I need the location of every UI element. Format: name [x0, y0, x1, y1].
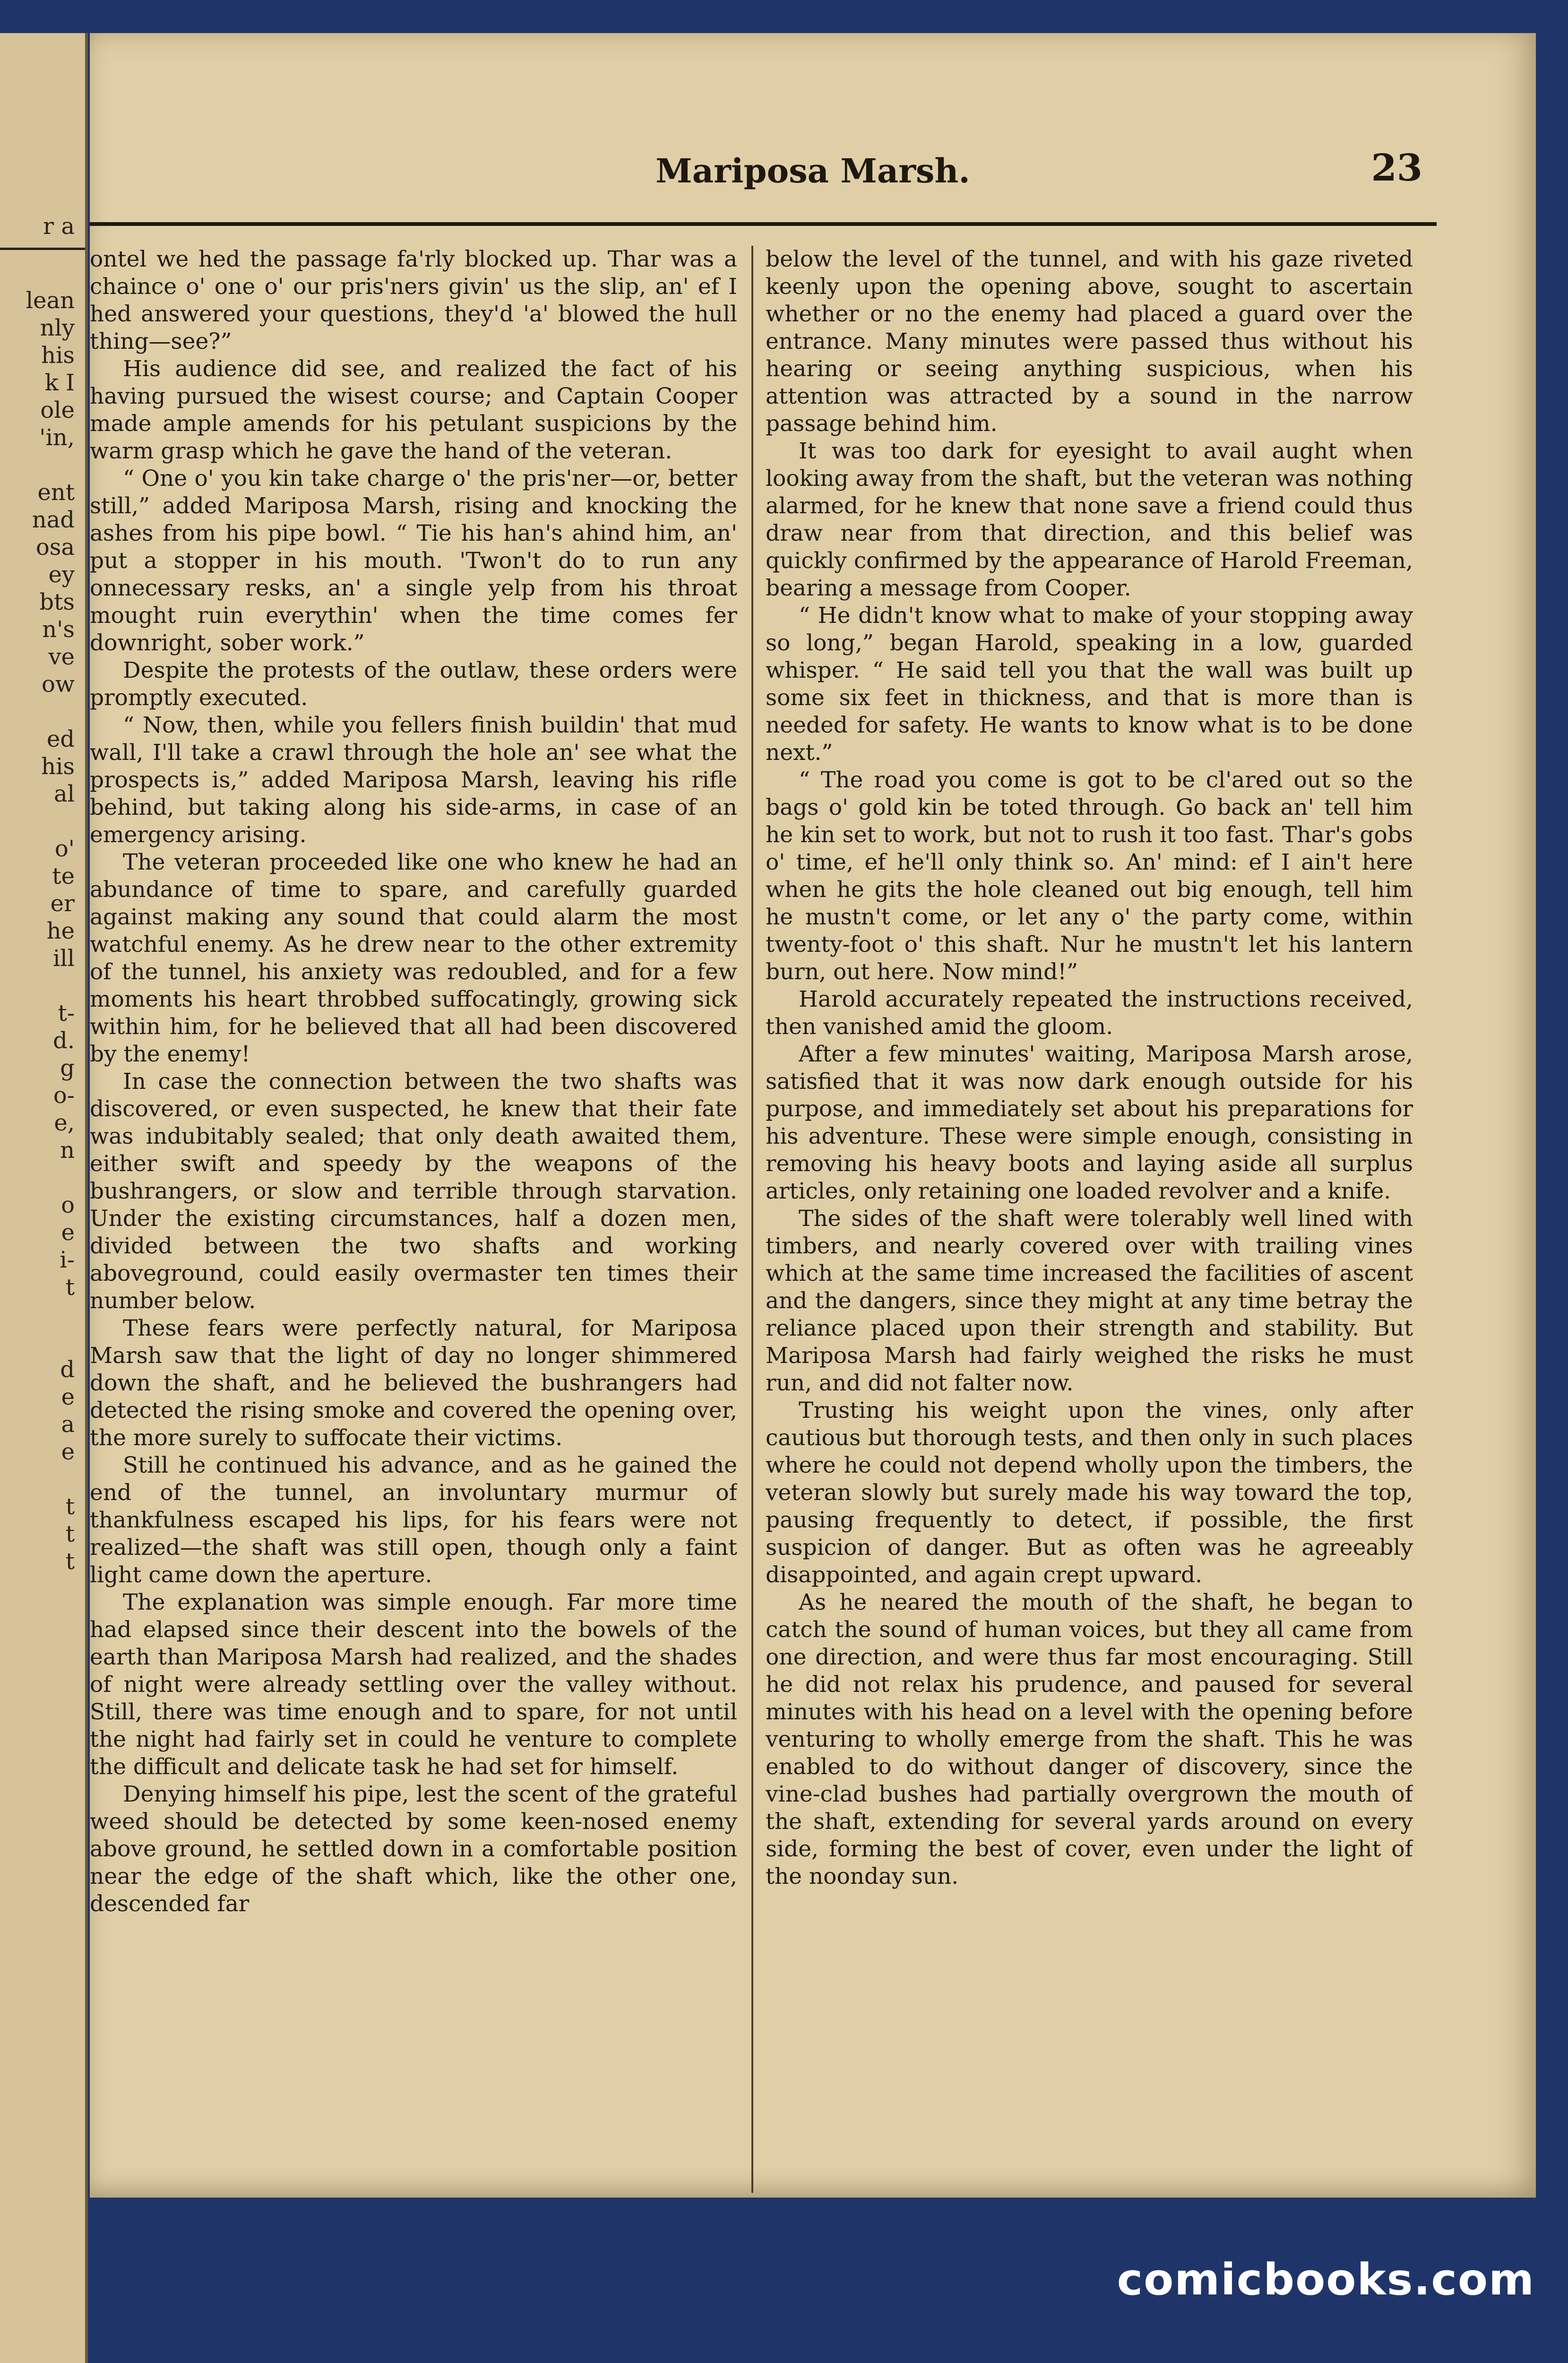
page-number: 23	[1371, 147, 1422, 190]
fragment-line	[0, 259, 85, 287]
fragment-line: osa	[35, 534, 75, 561]
fragment-line: d.	[53, 1027, 75, 1054]
watermark: comicbooks.com	[1117, 2254, 1535, 2305]
paragraph: below the level of the tunnel, and with his gaze riveted keenly upon the opening above, sought to ascertain whether or no the enemy had placed a guard over the entrance. Many minutes were passed thus without his hearing or seeing anything suspicious, when his attention was attracted by a sound in the narrow passage behind him.	[766, 246, 1413, 437]
fragment-line: ve	[48, 644, 75, 670]
fragment-line: i-	[60, 1247, 75, 1273]
fragment-line	[0, 1328, 85, 1356]
fragment-line: ent	[37, 479, 75, 506]
paragraph: In case the connection between the two shafts was discovered, or even suspected, he knew that their fate was indubitably sealed; that only death awaited them, either swift and speedy by the weapons of the bushrangers, or slow and terrible through starvation. Under the existing circumstances, half a dozen men, divided between the two shafts and working aboveground, could easily overmaster ten times their number below.	[90, 1069, 737, 1314]
text-column-right	[766, 246, 1413, 2193]
fragment-line: 'in,	[39, 424, 75, 451]
fragment-line: o-	[53, 1082, 75, 1109]
fragment-rule	[0, 248, 85, 250]
fragment-line: n's	[42, 616, 75, 643]
fragment-line	[0, 1575, 85, 1603]
fragment-line: t	[65, 1493, 75, 1520]
fragment-line: ed	[46, 726, 75, 752]
fragment-line: g	[60, 1055, 75, 1081]
fragment-line	[0, 1164, 85, 1191]
adjacent-page-fragment	[0, 33, 88, 2363]
fragment-line: k I	[44, 370, 75, 396]
fragment-line: nly	[40, 315, 75, 341]
fragment-line: ow	[42, 671, 75, 698]
paragraph: These fears were perfectly natural, for Mariposa Marsh saw that the light of day no longer shimmered down the shaft, and he believed the bushrangers had detected the rising smoke and covered the opening over, the more surely to suffocate their victims.	[90, 1315, 737, 1451]
book-page	[90, 33, 1536, 2198]
fragment-line: o'	[54, 836, 75, 862]
fragment-line: o	[61, 1192, 75, 1218]
column-divider	[751, 246, 753, 2193]
paragraph: Despite the protests of the outlaw, these orders were promptly executed.	[90, 657, 737, 711]
fragment-line: t-	[58, 1000, 75, 1026]
fragment-line: a	[61, 1411, 75, 1438]
paragraph: “ Now, then, while you fellers finish buildin' that mud wall, I'll take a crawl through the hole an' see what the prospects is,” added Mariposa Marsh, leaving his rifle behind, but taking along his side-arms, in case of an emergency arising.	[90, 712, 737, 848]
running-title: Mariposa Marsh.	[655, 151, 970, 190]
fragment-line: r a	[43, 213, 75, 240]
fragment-line: te	[52, 863, 75, 889]
fragment-line: nad	[32, 507, 75, 533]
paragraph: As he neared the mouth of the shaft, he began to catch the sound of human voices, but they all came from one direction, and were thus far most encouraging. Still he did not relax his prudence, and paused for several minutes with his head on a level with the opening before venturing to wholly emerge from the shaft. This he was enabled to do without danger of discovery, since the vine-clad bushes had partially overgrown the mouth of the shaft, extending for several yards around on every side, forming the best of cover, even under the light of the noonday sun.	[766, 1589, 1413, 1889]
fragment-line: his	[41, 342, 75, 369]
fragment-line	[0, 1466, 85, 1493]
fragment-line	[0, 451, 85, 479]
paragraph: “ The road you come is got to be cl'ared out so the bags o' gold kin be toted through. Go back an' tell him he kin set to work, but not to rush it too fast. Thar's gobs o' time, ef he'll only think so. An' mind: ef I ain't here when he gits the hole cleaned out big enough, tell him he mustn't come, or let any o' the party come, within twenty-foot o' this shaft. Nur he mustn't let his lantern burn, out here. Now mind!”	[766, 767, 1413, 985]
paragraph: Trusting his weight upon the vines, only after cautious but thorough tests, and then only in such places where he could not depend wholly upon the timbers, the veteran slowly but surely made his way toward the top, pausing frequently to detect, if possible, the first suspicion of danger. But as often was he agreeably disappointed, and again crept upward.	[766, 1397, 1413, 1588]
fragment-line	[0, 1603, 85, 1630]
fragment-line: er	[50, 890, 75, 917]
paragraph: “ One o' you kin take charge o' the pris'ner—or, better still,” added Mariposa Marsh, rising and knocking the ashes from his pipe bowl. “ Tie his han's ahind him, an' put a stopper in his mouth. 'Twon't do to run any onnecessary resks, an' a single yelp from his throat mought ruin everythin' when the time comes fer downright, sober work.”	[90, 466, 737, 656]
fragment-line: e	[61, 1219, 75, 1246]
paragraph: The veteran proceeded like one who knew he had an abundance of time to spare, and carefully guarded against making any sound that could alarm the most watchful enemy. As he drew near to the other extremity of the tunnel, his anxiety was redoubled, and for a few moments his heart throbbed suffocatingly, growing sick within him, for he believed that all had been discovered by the enemy!	[90, 849, 737, 1067]
paragraph: It was too dark for eyesight to avail aught when looking away from the shaft, but the veteran was nothing alarmed, for he knew that none save a friend could thus draw near from that direction, and this belief was quickly confirmed by the appearance of Harold Freeman, bearing a message from Cooper.	[766, 438, 1413, 601]
fragment-line: e	[61, 1439, 75, 1465]
page-header	[90, 132, 1536, 198]
fragment-line	[0, 1301, 85, 1328]
fragment-line: n	[60, 1137, 75, 1164]
paragraph: Harold accurately repeated the instructions received, then vanished amid the gloom.	[766, 986, 1413, 1040]
text-column-left	[90, 246, 737, 2193]
fragment-line	[0, 808, 85, 835]
paragraph: “ He didn't know what to make of your stopping away so long,” began Harold, speaking in a low, guarded whisper. “ He said tell you that the wall was built up some six feet in thickness, and that is more than is needed for safety. He wants to know what is to be done next.”	[766, 603, 1413, 766]
header-rule	[90, 222, 1437, 226]
paragraph: The sides of the shaft were tolerably well lined with timbers, and nearly covered over with trailing vines which at the same time increased the facilities of ascent and the dangers, since they might at any time betray the reliance placed upon their strength and stability. But Mariposa Marsh had fairly weighed the risks he must run, and did not falter now.	[766, 1206, 1413, 1396]
paragraph: After a few minutes' waiting, Mariposa Marsh arose, satisfied that it was now dark enough outside for his purpose, and immediately set about his preparations for his adventure. These were simple enough, consisting in removing his heavy boots and laying aside all surplus articles, only retaining one loaded revolver and a knife.	[766, 1041, 1413, 1204]
paragraph: Denying himself his pipe, lest the scent of the grateful weed should be detected by some keen-nosed enemy above ground, he settled down in a comfortable position near the edge of the shaft which, like the other one, descended far	[90, 1781, 737, 1917]
fragment-line: ey	[48, 561, 75, 588]
fragment-line: e,	[54, 1110, 75, 1136]
fragment-line: lean	[26, 287, 75, 314]
paragraph: Still he continued his advance, and as he gained the end of the tunnel, an involuntary murmur of thankfulness escaped his lips, for his fears were not realized—the shaft was still open, though only a faint light came down the aperture.	[90, 1452, 737, 1588]
fragment-line: e	[61, 1384, 75, 1410]
paragraph: ontel we hed the passage fa'rly blocked up. Thar was a chaince o' one o' our pris'ners givin' us the slip, an' ef I hed answered your questions, they'd 'a' blowed the hull thing—see?”	[90, 246, 737, 354]
paragraph: His audience did see, and realized the fact of his having pursued the wisest course; and Captain Cooper made ample amends for his petulant suspicions by the warm grasp which he gave the hand of the veteran.	[90, 356, 737, 464]
fragment-line: he	[46, 918, 75, 944]
fragment-line: t	[65, 1521, 75, 1547]
fragment-line	[0, 972, 85, 1000]
fragment-line: his	[41, 753, 75, 780]
fragment-line	[0, 698, 85, 725]
fragment-line: t	[65, 1548, 75, 1575]
paragraph: The explanation was simple enough. Far more time had elapsed since their descent into the bowels of the earth than Mariposa Marsh had realized, and the shades of night were already settling over the valley without. Still, there was time enough and to spare, for not until the night had fairly set in could he venture to complete the difficult and delicate task he had set for himself.	[90, 1589, 737, 1780]
fragment-line: ill	[52, 945, 75, 972]
fragment-line	[0, 1630, 85, 1657]
fragment-line: ole	[40, 397, 75, 423]
fragment-line: al	[54, 781, 75, 807]
fragment-line: bts	[39, 589, 75, 615]
fragment-line: t	[65, 1274, 75, 1301]
fragment-line: d	[60, 1356, 75, 1383]
